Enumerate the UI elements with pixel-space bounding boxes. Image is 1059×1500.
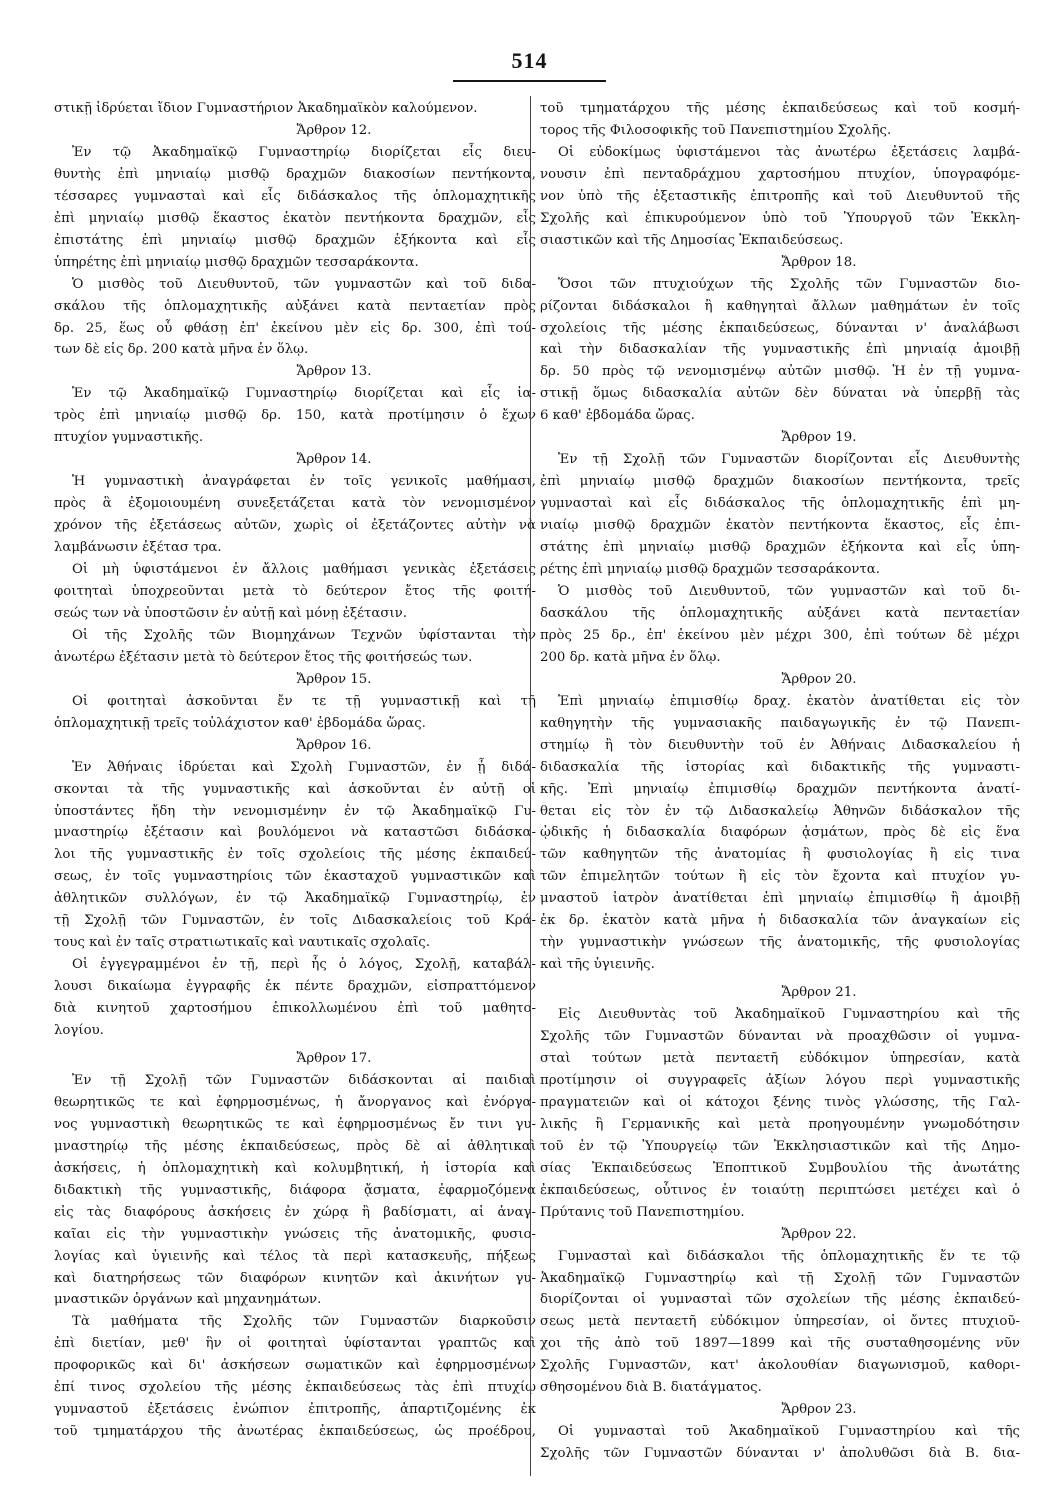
text-line: διὰ κινητοῦ χαρτοσήμου ἐπικολλωμένου ἐπὶ τοῦ μαθητο- bbox=[54, 1001, 536, 1017]
text-line: διορίζονται οἱ γυμνασταὶ τῶν σχολείων τῆς μέσης ἐκπαιδεύ- bbox=[540, 1292, 1020, 1308]
text-line: σχολείοις τῆς μέσης ἐκπαιδεύσεως, δύνανται ν' ἀναλάβωσι bbox=[540, 320, 1020, 336]
text-line: Ὁ μισθὸς τοῦ Διευθυντοῦ, τῶν γυμναστῶν καὶ τοῦ διδα- bbox=[72, 276, 536, 292]
text-line: ἐπὶ μηνιαίῳ μισθῷ ἕκαστος ἑκατὸν πεντήκοντα δραχμῶν, εἷς bbox=[54, 210, 536, 226]
text-line: ἀσκήσεις, ἡ ὁπλομαχητικὴ καὶ κολυμβητική, ἡ ἱστορία καὶ bbox=[54, 1160, 536, 1176]
text-line: ἐπὶ διετίαν, μεθ' ἣν οἱ φοιτηταὶ ὑφίστανται γραπτῶς καὶ bbox=[54, 1336, 536, 1352]
text-line: φοιτηταὶ ὑποχρεοῦνται μετὰ τὸ δεύτερον ἔτος τῆς φοιτή- bbox=[54, 583, 536, 599]
text-line: σκάλου τῆς ὁπλομαχητικῆς αὐξάνει κατὰ πενταετίαν πρὸς bbox=[54, 298, 536, 314]
text-line: πρὸς 25 δρ., ἐπ' ἐκείνου μὲν μέχρι 300, ἐπὶ τούτων δὲ μέχρι bbox=[540, 627, 1020, 643]
text-line: εἰς τὰς διαφόρους ἀσκήσεις ἐν χώρᾳ ἢ βαδίσματι, αἱ ἀναγ- bbox=[54, 1204, 536, 1220]
text-line: νιαίῳ μισθῷ δραχμῶν ἑκατὸν πεντήκοντα ἕκαστος, εἷς ἐπι- bbox=[540, 518, 1020, 534]
right-column bbox=[540, 98, 1020, 1465]
text-line: ἐκ δρ. ἑκατὸν κατὰ μῆνα ἡ διδασκαλία τῶν ἀναγκαίων εἰς bbox=[540, 913, 1020, 929]
text-line: Ἐπὶ μηνιαίῳ ἐπιμισθίῳ δραχ. ἑκατὸν ἀνατίθεται εἰς τὸν bbox=[558, 693, 1020, 709]
text-line: Οἱ μὴ ὑφιστάμενοι ἐν ἄλλοις μαθήμασι γενικὰς ἐξετάσεις bbox=[72, 562, 536, 578]
text-line: ὑπηρέτης ἐπὶ μηνιαίῳ μισθῷ δραχμῶν τεσσαράκοντα. bbox=[54, 254, 419, 270]
text-line: τορος τῆς Φιλοσοφικῆς τοῦ Πανεπιστημίου Σχολῆς. bbox=[540, 122, 892, 138]
text-line: σιαστικῶν καὶ τῆς Δημοσίας Ἐκπαιδεύσεως. bbox=[540, 232, 844, 248]
text-line: Ἐν τῷ Ἀκαδημαϊκῷ Γυμναστηρίῳ διορίζεται εἷς διευ- bbox=[72, 144, 536, 160]
header-rule bbox=[453, 80, 606, 82]
text-line: πτυχίον γυμναστικῆς. bbox=[54, 430, 204, 446]
text-line: σεως μετὰ πενταετῆ εὐδόκιμον ὑπηρεσίαν, οἱ ὄντες πτυχιοῦ- bbox=[540, 1314, 1020, 1330]
text-line: δρ. 50 πρὸς τῷ νενομισμένῳ αὐτῶν μισθῷ. Ἡ ἐν τῇ γυμνα- bbox=[540, 364, 1020, 380]
text-line: σεώς των νὰ ὑποστῶσιν ἐν αὐτῇ καὶ μόνῃ ἐξέτασιν. bbox=[54, 605, 407, 621]
left-column bbox=[54, 98, 536, 1443]
text-line: πραγματειῶν καὶ οἱ κάτοχοι ξένης τινὸς γλώσσης, τῆς Γαλ- bbox=[540, 1094, 1020, 1110]
text-line: καὶ τὴν διδασκαλίαν τῆς γυμναστικῆς ἐπὶ μηνιαίᾳ ἀμοιβῇ bbox=[540, 342, 1020, 358]
article-heading: Ἄρθρον 15. bbox=[296, 671, 372, 687]
text-line: ἐπὶ μηνιαίῳ μισθῷ δραχμῶν διακοσίων πεντήκοντα, τρεῖς bbox=[540, 474, 1020, 490]
text-line: ἀνωτέρω ἐξέτασιν μετὰ τὸ δεύτερον ἔτος τῆς φοιτήσεώς των. bbox=[54, 649, 473, 665]
text-line: τῶν ἐπιμελητῶν τούτων ἢ εἰς τὸν ἔχοντα καὶ πτυχίον γυ- bbox=[540, 869, 1020, 885]
article-heading: Ἄρθρον 16. bbox=[296, 737, 372, 753]
text-line: πρὸς ἃ ἐξομοιουμένη συνεξετάζεται κατὰ τὸν νενομισμένον bbox=[54, 496, 536, 512]
article-heading: Ἄρθρον 13. bbox=[296, 364, 372, 380]
text-line: Ἐν τῇ Σχολῇ τῶν Γυμναστῶν διορίζονται εἷς Διευθυντὴς bbox=[558, 452, 1020, 468]
article-heading: Ἄρθρον 23. bbox=[781, 1402, 857, 1418]
text-line: λουσι δικαίωμα ἐγγραφῆς ἐκ πέντε δραχμῶν, εἰσπραττόμενον bbox=[54, 979, 536, 995]
article-heading: Ἄρθρον 22. bbox=[781, 1226, 857, 1242]
text-line: Οἱ φοιτηταὶ ἀσκοῦνται ἔν τε τῇ γυμναστικῇ καὶ τῇ bbox=[72, 693, 536, 709]
text-line: Ἐν τῷ Ἀκαδημαϊκῷ Γυμναστηρίῳ διορίζεται καὶ εἷς ἰα- bbox=[72, 386, 536, 402]
column-divider bbox=[530, 96, 531, 1476]
text-line: μναστηρίῳ ἐξέτασιν καὶ βουλόμενοι νὰ καταστῶσι διδάσκα- bbox=[54, 825, 536, 841]
text-line: διδασκαλία τῆς ἱστορίας καὶ διδακτικῆς τῆς γυμναστι- bbox=[540, 759, 1020, 775]
text-line: δρ. 25, ἕως οὗ φθάσῃ ἐπ' ἐκείνου μὲν εἰς δρ. 300, ἐπὶ τού- bbox=[54, 320, 536, 336]
text-line: τῶν καθηγητῶν τῆς ἀνατομίας ἢ φυσιολογίας ἢ εἰς τινα bbox=[540, 847, 1020, 863]
text-line: λικῆς ἢ Γερμανικῆς καὶ μετὰ προηγουμένην γνωμοδότησιν bbox=[540, 1116, 1020, 1132]
text-line: Οἱ τῆς Σχολῆς τῶν Βιομηχάνων Τεχνῶν ὑφίστανται τὴν bbox=[72, 627, 536, 643]
article-heading: Ἄρθρον 14. bbox=[296, 452, 372, 468]
text-line: τρὸς ἐπὶ μηνιαίῳ μισθῷ δρ. 150, κατὰ προτίμησιν ὁ ἔχων bbox=[54, 408, 536, 424]
text-line: τῇ Σχολῇ τῶν Γυμναστῶν, ἐν τοῖς Διδασκαλείοις τοῦ Κρά- bbox=[54, 913, 536, 929]
text-line: μναστοῦ ἰατρὸν ἀνατίθεται ἐπὶ μηνιαίῳ ἐπιμισθίῳ ἢ ἀμοιβῇ bbox=[540, 891, 1020, 907]
text-line: προφορικῶς καὶ δι' ἀσκήσεων σωματικῶν καὶ ἐφηρμοσμένων bbox=[54, 1358, 536, 1374]
article-heading: Ἄρθρον 19. bbox=[781, 430, 857, 446]
text-line: καῖαι εἰς τὴν γυμναστικὴν γνώσεις τῆς ἀνατομικῆς, φυσιο- bbox=[54, 1226, 536, 1242]
article-heading: Ἄρθρον 21. bbox=[781, 985, 857, 1001]
text-line: Οἱ εὐδοκίμως ὑφιστάμενοι τὰς ἀνωτέρω ἐξετάσεις λαμβά- bbox=[558, 144, 1020, 160]
text-line: Ἐν Ἀθήναις ἱδρύεται καὶ Σχολὴ Γυμναστῶν, ἐν ᾗ διδά- bbox=[72, 759, 536, 775]
text-line: λοι τῆς γυμναστικῆς ἐν τοῖς σχολείοις τῆς μέσης ἐκπαιδεύ- bbox=[54, 847, 536, 863]
text-line: λογίου. bbox=[54, 1023, 104, 1039]
text-line: Πρύτανις τοῦ Πανεπιστημίου. bbox=[540, 1204, 745, 1220]
article-heading: Ἄρθρον 18. bbox=[781, 254, 857, 270]
text-line: κῆς. Ἐπὶ μηνιαίῳ ἐπιμισθίῳ δραχμῶν πεντήκοντα ἀνατί- bbox=[540, 781, 1020, 797]
text-line: γυμνασταὶ καὶ εἷς διδάσκαλος τῆς ὁπλομαχητικῆς ἐπὶ μη- bbox=[540, 496, 1020, 512]
text-line: 6 καθ' ἑβδομάδα ὥρας. bbox=[540, 408, 695, 424]
text-line: λαμβάνωσιν ἐξέτασ τρα. bbox=[54, 540, 222, 556]
text-line: χοι τῆς ἀπὸ τοῦ 1897—1899 καὶ τῆς συσταθησομένης νῦν bbox=[540, 1336, 1020, 1352]
text-line: τὴν γυμναστικὴν γνώσεων τῆς ἀνατομικῆς, τῆς φυσιολογίας bbox=[540, 935, 1020, 951]
text-line: στάτης ἐπὶ μηνιαίῳ μισθῷ δραχμῶν ἑξήκοντα καὶ εἷς ὑπη- bbox=[540, 540, 1020, 556]
text-line: Σχολῆς τῶν Γυμναστῶν δύνανται ν' ἀπολυθῶσι διὰ Β. δια- bbox=[540, 1446, 1020, 1462]
text-line: τοῦ ἐν τῷ Ὑπουργείῳ τῶν Ἐκκλησιαστικῶν καὶ τῆς Δημο- bbox=[540, 1138, 1020, 1154]
text-line: 200 δρ. κατὰ μῆνα ἐν ὅλῳ. bbox=[540, 649, 721, 665]
text-line: θεται εἰς τὸν ἐν τῷ Διδασκαλείῳ Ἀθηνῶν διδάσκαλον τῆς bbox=[540, 803, 1020, 819]
text-line: τοῦ τμηματάρχου τῆς ἀνωτέρας ἐκπαιδεύσεως, ὡς προέδρου, bbox=[54, 1424, 536, 1440]
article-heading: Ἄρθρον 12. bbox=[296, 122, 372, 138]
text-line: Σχολῆς καὶ ἐπικυρούμενον ὑπὸ τοῦ Ὑπουργοῦ τῶν Ἐκκλη- bbox=[540, 210, 1020, 226]
text-line: δασκάλου τῆς ὁπλομαχητικῆς αὐξάνει κατὰ πενταετίαν bbox=[540, 605, 1020, 621]
text-line: γυμναστοῦ ἐξετάσεις ἐνώπιον ἐπιτροπῆς, ἀπαρτιζομένης ἐκ bbox=[54, 1402, 536, 1418]
text-line: καὶ τῆς ὑγιεινῆς. bbox=[540, 957, 655, 973]
text-line: ρίζονται διδάσκαλοι ἢ καθηγηταὶ ἄλλων μαθημάτων ἐν τοῖς bbox=[540, 298, 1020, 314]
text-line: Ἀκαδημαϊκῷ Γυμναστηρίῳ καὶ τῇ Σχολῇ τῶν Γυμναστῶν bbox=[540, 1270, 1020, 1286]
text-line: θεωρητικῶς τε καὶ ἐφηρμοσμένως, ἡ ἄνοργανος καὶ ἐνόργα- bbox=[54, 1094, 536, 1110]
text-line: Γυμνασταὶ καὶ διδάσκαλοι τῆς ὁπλομαχητικῆς ἔν τε τῷ bbox=[558, 1248, 1020, 1264]
text-line: Ὁ μισθὸς τοῦ Διευθυντοῦ, τῶν γυμναστῶν καὶ τοῦ δι- bbox=[558, 583, 1020, 599]
text-line: λογίας καὶ ὑγιεινῆς καὶ τέλος τὰ περὶ κατασκευῆς, πήξεως bbox=[54, 1248, 536, 1264]
text-line: Ἐν τῇ Σχολῇ τῶν Γυμναστῶν διδάσκονται αἱ παιδιαὶ bbox=[72, 1072, 536, 1088]
text-line: θυντὴς ἐπὶ μηνιαίῳ μισθῷ δραχμῶν διακοσίων πεντήκοντα, bbox=[54, 166, 536, 182]
text-line: ἐπί τινος σχολείου τῆς μέσης ἐκπαιδεύσεως τὰς ἐπὶ πτυχίῳ bbox=[54, 1380, 536, 1396]
text-line: σταὶ τούτων μετὰ πενταετῆ εὐδόκιμον ὑπηρεσίαν, κατὰ bbox=[540, 1050, 1020, 1066]
text-line: Εἰς Διευθυντὰς τοῦ Ἀκαδημαϊκοῦ Γυμναστηρίου καὶ τῆς bbox=[558, 1007, 1020, 1023]
text-line: Οἱ γυμνασταὶ τοῦ Ἀκαδημαϊκοῦ Γυμναστηρίου καὶ τῆς bbox=[558, 1424, 1020, 1440]
text-line: μναστικῶν ὀργάνων καὶ μηχανημάτων. bbox=[54, 1292, 322, 1308]
text-line: στημίῳ ἢ τὸν διευθυντὴν τοῦ ἐν Ἀθήναις Διδασκαλείου ἡ bbox=[540, 737, 1020, 753]
text-line: καθηγητὴν τῆς γυμνασιακῆς παιδαγωγικῆς ἐν τῷ Πανεπι- bbox=[540, 715, 1020, 731]
text-line: μναστηρίῳ τῆς μέσης ἐκπαιδεύσεως, πρὸς δὲ αἱ ἀθλητικαὶ bbox=[54, 1138, 536, 1154]
text-line: σίας Ἐκπαιδεύσεως Ἐποπτικοῦ Συμβουλίου τῆς ἀνωτάτης bbox=[540, 1160, 1020, 1176]
text-line: ἀθλητικῶν συλλόγων, ἐν τῷ Ἀκαδημαϊκῷ Γυμναστηρίῳ, ἐν bbox=[54, 891, 536, 907]
text-line: σκονται τὰ τῆς γυμναστικῆς καὶ ἀσκοῦνται ἐν αὐτῇ οἱ bbox=[54, 781, 536, 797]
text-line: Τὰ μαθήματα τῆς Σχολῆς τῶν Γυμναστῶν διαρκοῦσιν bbox=[72, 1314, 536, 1330]
article-heading: Ἄρθρον 17. bbox=[296, 1050, 372, 1066]
text-line: Ἡ γυμναστικὴ ἀναγράφεται ἐν τοῖς γενικοῖς μαθήμασι, bbox=[72, 474, 536, 490]
text-line: σεως, ἐν τοῖς γυμναστηρίοις τῶν ἑκασταχοῦ γυμναστικῶν καὶ bbox=[54, 869, 536, 885]
text-line: ρέτης ἐπὶ μηνιαίῳ μισθῷ δραχμῶν τεσσαράκοντα. bbox=[540, 562, 880, 578]
text-line: ἐκπαιδεύσεως, οὗτινος ἐν τοιαύτῃ περιπτώσει μετέχει καὶ ὁ bbox=[540, 1182, 1020, 1198]
text-line: στικῇ ὅμως διδασκαλία αὐτῶν δὲν δύναται νὰ ὑπερβῇ τὰς bbox=[540, 386, 1020, 402]
text-line: ὑποστάντες ἤδη τὴν νενομισμένην ἐν τῷ Ἀκαδημαϊκῷ Γυ- bbox=[54, 803, 536, 819]
text-line: προτίμησιν οἱ συγγραφεῖς ἀξίων λόγου περὶ γυμναστικῆς bbox=[540, 1072, 1020, 1088]
text-line: τοῦ τμηματάρχου τῆς μέσης ἐκπαιδεύσεως καὶ τοῦ κοσμή- bbox=[540, 101, 1020, 116]
text-line: Οἱ ἐγγεγραμμένοι ἐν τῇ, περὶ ἧς ὁ λόγος, Σχολῇ, καταβάλ- bbox=[72, 957, 536, 973]
text-line: ἐπιστάτης ἐπὶ μηνιαίῳ μισθῷ δραχμῶν ἑξήκοντα καὶ εἷς bbox=[54, 232, 536, 248]
text-line: ᾠδικῆς ἡ διδασκαλία διαφόρων ᾀσμάτων, πρὸς δὲ εἰς ἕνα bbox=[540, 825, 1020, 841]
text-line: στικῇ ἱδρύεται ἴδιον Γυμναστήριον Ἀκαδημαϊκὸν καλούμενον. bbox=[54, 101, 478, 116]
text-line: διδακτικὴ τῆς γυμναστικῆς, διάφορα ᾄσματα, ἐφαρμοζόμενα bbox=[54, 1182, 536, 1198]
text-line: των δὲ εἰς δρ. 200 κατὰ μῆνα ἐν ὅλῳ. bbox=[54, 342, 309, 358]
text-line: χρόνον τῆς ἐξετάσεως αὐτῶν, χωρὶς οἱ ἐξετάζοντες αὐτὴν νὰ bbox=[54, 518, 536, 534]
text-line: νον ὑπὸ τῆς ἐξεταστικῆς ἐπιτροπῆς καὶ τοῦ Διευθυντοῦ τῆς bbox=[540, 188, 1020, 204]
text-line: ὁπλομαχητικῇ τρεῖς τοὐλάχιστον καθ' ἑβδομάδα ὥρας. bbox=[54, 715, 426, 731]
text-line: Σχολῆς τῶν Γυμναστῶν δύνανται νὰ προαχθῶσιν οἱ γυμνα- bbox=[540, 1029, 1020, 1045]
page-number: 514 bbox=[511, 48, 548, 73]
article-heading: Ἄρθρον 20. bbox=[781, 671, 857, 687]
text-line: τέσσαρες γυμνασταὶ καὶ εἷς διδάσκαλος τῆς ὁπλομαχητικῆς bbox=[54, 188, 536, 204]
text-line: Σχολῆς Γυμναστῶν, κατ' ἀκολουθίαν διαγωνισμοῦ, καθορι- bbox=[540, 1358, 1020, 1374]
text-line: Ὅσοι τῶν πτυχιούχων τῆς Σχολῆς τῶν Γυμναστῶν διο- bbox=[558, 276, 1020, 292]
text-line: καὶ διατηρήσεως τῶν διαφόρων κινητῶν καὶ ἀκινήτων γυ- bbox=[54, 1270, 536, 1286]
text-line: τους καὶ ἐν ταῖς στρατιωτικαῖς καὶ ναυτικαῖς σχολαῖς. bbox=[54, 935, 430, 951]
text-line: νουσιν ἐπὶ πενταδράχμου χαρτοσήμου πτυχίον, ὑπογραφόμε- bbox=[540, 166, 1020, 182]
text-line: σθησομένου διὰ Β. διατάγματος. bbox=[540, 1380, 762, 1396]
text-line: νος γυμναστικὴ θεωρητικῶς τε καὶ ἐφηρμοσμένως ἔν τινι γυ- bbox=[54, 1116, 536, 1132]
